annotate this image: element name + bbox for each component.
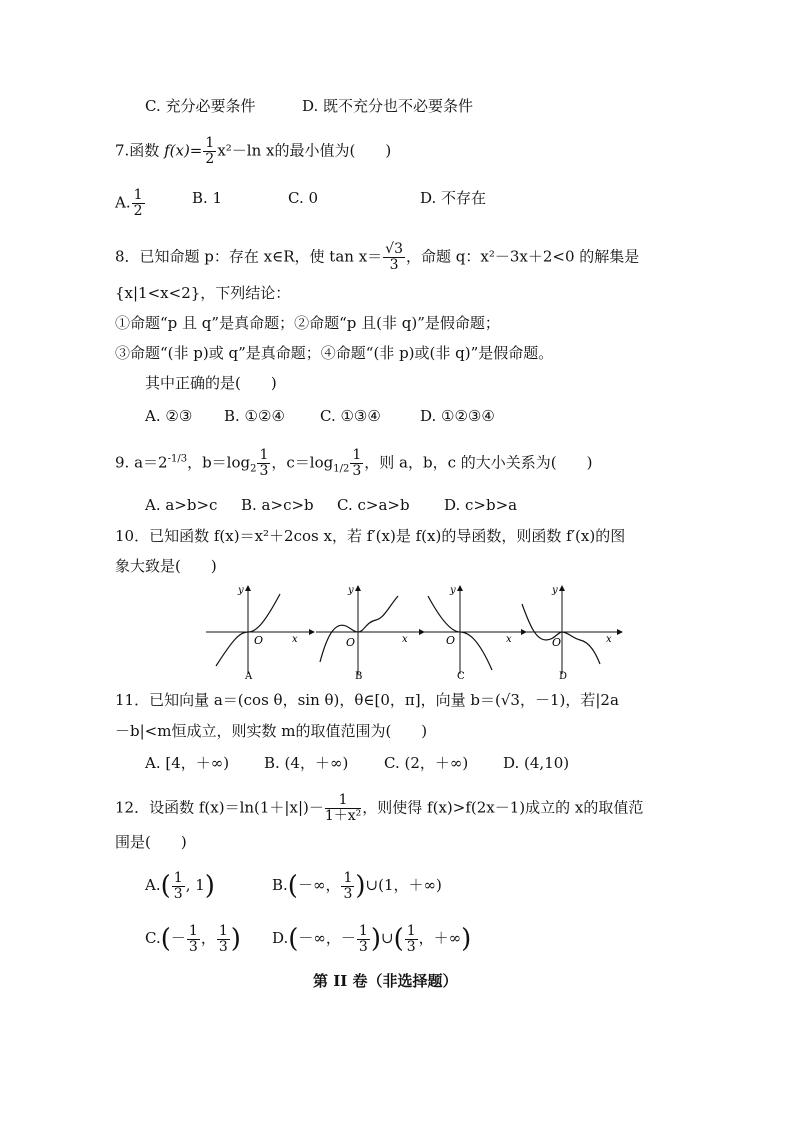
q12-line1: 12．设函数 f(x)＝ln(1＋|x|)－ $\frac{1}{\text{1＋x²}}$ ，则使得 f(x)>f(2x－1)成立的 x的取值范: [115, 792, 644, 824]
graph-c-y-label: y: [450, 585, 456, 596]
q11-option-a: A. [4，＋∞): [145, 754, 230, 772]
graph-a-x-label: x: [292, 634, 298, 645]
section-title: 第 II 卷（非选择题）: [313, 972, 458, 990]
q8-option-a: A. ②③: [145, 407, 193, 425]
q11-option-d: D. (4,10): [503, 754, 570, 772]
q11-line2: －b|<m恒成立，则实数 m的取值范围为( ): [115, 722, 428, 740]
graph-c: [418, 585, 526, 682]
q9-option-d: D. c>b>a: [444, 496, 518, 514]
q9-option-a: A. a>b>c: [145, 496, 218, 514]
q8-line5: 其中正确的是( ): [145, 374, 277, 392]
q12-option-c: C.(－ $\frac{1}{3}$ ， $\frac{1}{3}$ ): [145, 922, 241, 955]
q12-line2: 围是( ): [115, 833, 187, 851]
q11-option-b: B. (4，＋∞): [264, 754, 349, 772]
graph-b-y-label: y: [348, 585, 354, 596]
q11-option-c: C. (2，＋∞): [384, 754, 469, 772]
q12-option-a: A.( $\frac{1}{3}$ , 1): [145, 869, 215, 902]
graph-b-origin: O: [346, 636, 356, 649]
q6-option-c: C. 充分必要条件: [145, 97, 256, 115]
graph-d: [520, 585, 622, 682]
graph-c-x-label: x: [506, 634, 512, 645]
graph-a: [206, 585, 314, 682]
q8-option-d: D. ①②③④: [420, 407, 495, 425]
q9-stem: 9. $a=2^{-1/3}$，$b=\log_2$ $\frac{1}{3}$ ，$c=\log_{1/2}$ $\frac{1}{3}$ ，则 a，b，c 的大小关系为( ): [115, 447, 593, 479]
graph-a-label: A: [245, 671, 253, 682]
graph-b: [316, 585, 424, 682]
q6-option-d: D. 既不充分也不必要条件: [302, 97, 474, 115]
graph-a-origin: O: [254, 634, 264, 647]
q7-fraction: $\frac{1}{2}$: [205, 135, 215, 167]
graph-d-origin: O: [552, 636, 562, 649]
q9-option-b: B. a>c>b: [241, 496, 314, 514]
q10-graphs: [204, 582, 624, 682]
q8-option-b: B. ①②④: [224, 407, 285, 425]
q7-stem: 7.函数 f(x)= $\frac{1}{2}$ x²－ln x的最小值为( ): [115, 135, 392, 167]
q7-option-c: C. 0: [288, 189, 319, 207]
q7-option-a: A. $\frac{1}{2}$: [115, 187, 143, 219]
graph-d-label: D: [559, 671, 568, 682]
q11-line1: 11．已知向量 a＝(cos θ，sin θ)，θ∈[0，π]，向量 b＝(√3，－1)，若|2a: [115, 691, 619, 709]
graph-a-y-label: y: [238, 585, 244, 596]
q7-option-d: D. 不存在: [420, 189, 487, 207]
q8-line3: ①命题“p 且 q”是真命题；②命题“p 且(非 q)”是假命题；: [115, 314, 500, 332]
q10-line1: 10．已知函数 f(x)＝x²＋2cos x，若 f′(x)是 f(x)的导函数，则函数 f′(x)的图: [115, 527, 626, 545]
q8-line1: 8．已知命题 p：存在 x∈R，使 tan x＝ $\frac{√3}{3}$ ，命题 q：x²－3x＋2<0 的解集是: [115, 241, 640, 273]
q9-option-c: C. c>a>b: [337, 496, 410, 514]
q8-option-c: C. ①③④: [320, 407, 381, 425]
graph-d-x-label: x: [606, 634, 612, 645]
graph-d-y-label: y: [552, 585, 558, 596]
graph-b-label: B: [355, 671, 363, 682]
graph-c-label: C: [457, 671, 465, 682]
graph-b-x-label: x: [402, 634, 408, 645]
q7-option-b: B. 1: [192, 189, 223, 207]
q12-option-b: B.(－∞， $\frac{1}{3}$ )∪(1，＋∞): [272, 869, 442, 902]
q8-line2: {x|1<x<2}，下列结论：: [115, 284, 291, 302]
q8-line4: ③命题“(非 p)或 q”是真命题；④命题“(非 p)或(非 q)”是假命题。: [115, 344, 554, 362]
q12-option-d: D.(－∞，－ $\frac{1}{3}$ )∪( $\frac{1}{3}$ ，＋∞): [272, 922, 472, 955]
q10-line2: 象大致是( ): [115, 557, 217, 575]
graph-c-origin: O: [446, 634, 456, 647]
